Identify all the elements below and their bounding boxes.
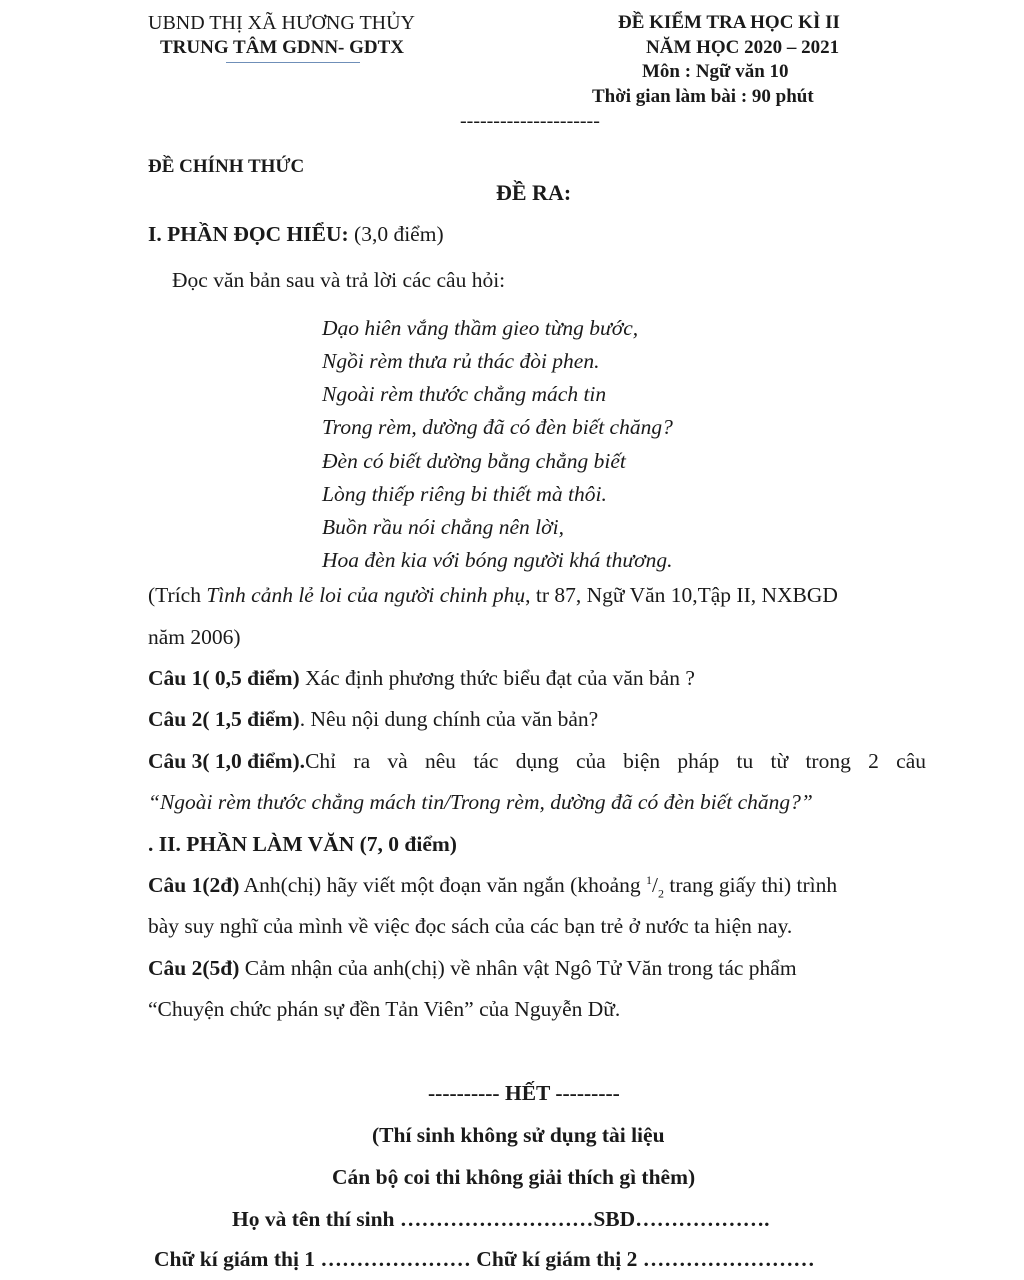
source-citation — [148, 583, 838, 608]
end-marker: ---------- HẾT --------- — [428, 1081, 620, 1105]
q2-label: Câu 2( 1,5 điểm) — [148, 707, 300, 731]
poem-line: Đèn có biết dường bằng chẳng biết — [322, 449, 626, 473]
source-year: năm 2006) — [148, 625, 241, 649]
question-1 — [148, 666, 695, 691]
fraction-denominator: 2 — [658, 886, 664, 901]
poem-line: Hoa đèn kia với bóng người khá thương. — [322, 548, 673, 572]
essay-q2-text: Cảm nhận của anh(chị) về nhân vật Ngô Tử Văn trong tác phẩm — [239, 956, 797, 980]
essay-q1-line2: bày suy nghĩ của mình về việc đọc sách của các bạn trẻ ở nước ta hiện nay. — [148, 914, 793, 938]
exam-title: ĐỀ KIỂM TRA HỌC KÌ II — [618, 12, 840, 33]
de-ra-heading: ĐỀ RA: — [496, 180, 572, 205]
q1-text: Xác định phương thức biểu đạt của văn bản ? — [299, 666, 695, 690]
poem-line: Ngoài rèm thước chẳng mách tin — [322, 382, 607, 406]
part2-heading: . II. PHẦN LÀM VĂN (7, 0 điểm) — [148, 832, 457, 856]
q2-text: . Nêu nội dung chính của văn bản? — [299, 707, 599, 731]
poem-line: Ngồi rèm thưa rủ thác đòi phen. — [322, 349, 600, 373]
subject: Môn : Ngữ văn 10 — [642, 61, 789, 82]
q3-text: Chỉ ra và nêu tác dụng của biện pháp tu từ trong 2 câu — [305, 749, 926, 773]
header-divider: --------------------- — [460, 110, 600, 132]
fraction-slash: / — [652, 873, 658, 898]
poem-line: Buồn rầu nói chẳng nên lời, — [322, 515, 564, 539]
essay-q2-line2: “Chuyện chức phán sự đền Tản Viên” của Nguyễn Dữ. — [148, 997, 621, 1021]
essay-q1-text-a: Anh(chị) hãy viết một đoạn văn ngắn (khoảng — [239, 873, 647, 898]
part1-title: I. PHẦN ĐỌC HIỂU: — [148, 222, 349, 246]
footer-note-1: (Thí sinh không sử dụng tài liệu — [372, 1123, 665, 1147]
part1-instruction: Đọc văn bản sau và trả lời các câu hỏi: — [172, 268, 506, 292]
essay-q1-text-b: trang giấy thi) trình — [664, 873, 838, 898]
essay-q1-label: Câu 1(2đ) — [148, 873, 240, 898]
fraction-numerator: 1 — [646, 873, 653, 887]
footer-note-2: Cán bộ coi thi không giải thích gì thêm) — [332, 1165, 696, 1189]
poem-line: Trong rèm, dường đã có đèn biết chăng? — [322, 415, 673, 439]
q1-label: Câu 1( 0,5 điểm) — [148, 666, 300, 690]
source-prefix: (Trích — [148, 583, 207, 607]
essay-question-1 — [148, 873, 837, 901]
part1-heading — [148, 222, 444, 247]
q3-quote: “Ngoài rèm thước chẳng mách tin/Trong rèm, dường đã có đèn biết chăng?” — [148, 790, 813, 814]
essay-question-2 — [148, 956, 797, 981]
school-year: NĂM HỌC 2020 – 2021 — [646, 37, 840, 58]
poem-line: Dạo hiên vắng thầm gieo từng bước, — [322, 316, 639, 340]
q3-label: Câu 3( 1,0 điểm). — [148, 749, 306, 773]
part1-points: (3,0 điểm) — [348, 222, 444, 246]
duration: Thời gian làm bài : 90 phút — [592, 86, 814, 107]
question-2 — [148, 707, 598, 732]
source-suffix: , tr 87, Ngữ Văn 10,Tập II, NXBGD — [525, 583, 838, 607]
candidate-info-line: Họ và tên thí sinh ………………………SBD………………. — [232, 1207, 770, 1231]
center-underline — [226, 62, 360, 63]
official-label: ĐỀ CHÍNH THỨC — [148, 156, 305, 177]
source-title: Tình cảnh lẻ loi của người chinh phụ — [206, 583, 526, 607]
agency-name: UBND THỊ XÃ HƯƠNG THỦY — [148, 12, 415, 34]
supervisor-signatures: Chữ kí giám thị 1 ………………… Chữ kí giám thị 2 …………………… — [154, 1247, 815, 1271]
poem-line: Lòng thiếp riêng bi thiết mà thôi. — [322, 482, 607, 506]
question-3 — [148, 749, 926, 774]
essay-q2-label: Câu 2(5đ) — [148, 956, 240, 980]
center-name: TRUNG TÂM GDNN- GDTX — [160, 37, 405, 58]
